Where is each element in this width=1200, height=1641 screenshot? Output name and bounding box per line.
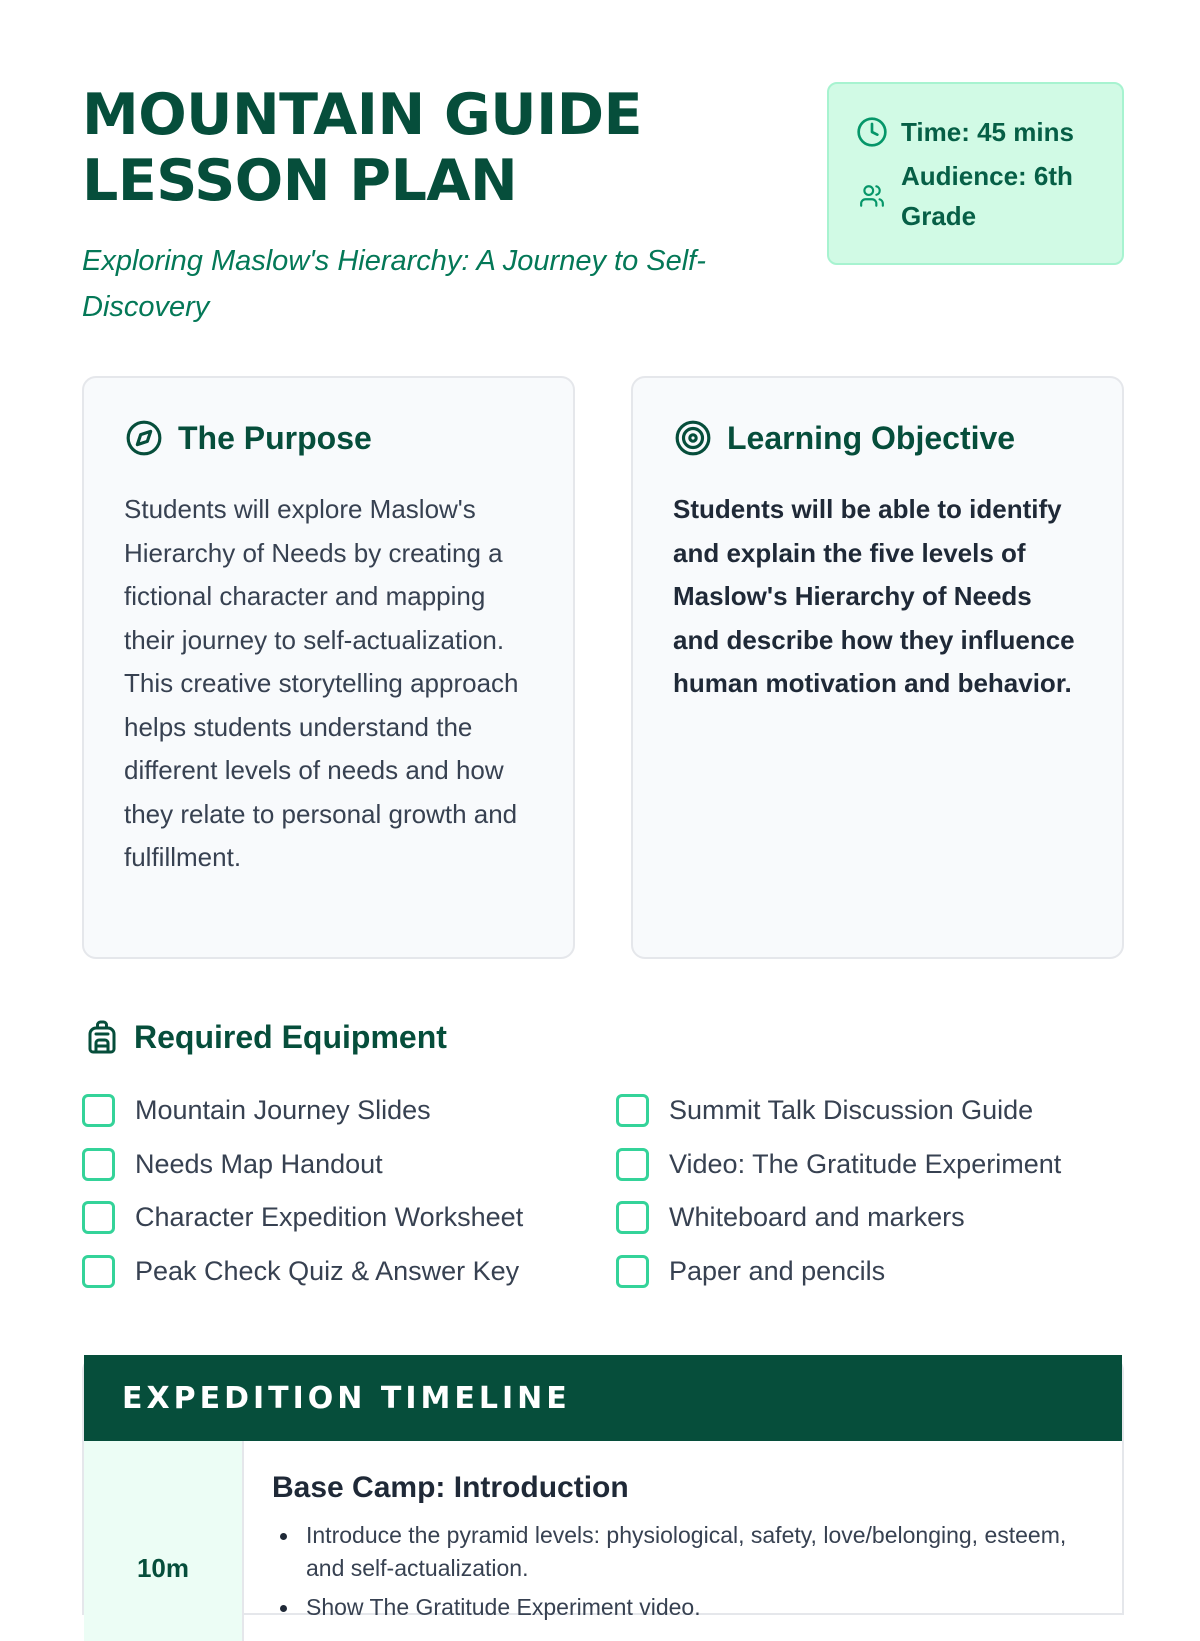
equipment-checkbox[interactable] [82, 1201, 115, 1234]
purpose-card [82, 376, 575, 959]
equipment-column-2 [616, 1084, 1061, 1298]
equipment-label: Whiteboard and markers [669, 1202, 965, 1233]
equipment-item [82, 1138, 523, 1192]
equipment-checkbox[interactable] [616, 1201, 649, 1234]
timeline-duration [84, 1441, 244, 1641]
equipment-header [82, 1012, 1124, 1062]
step-bullet: Introduce the pyramid levels: physiological, safety, love/belonging, esteem, and self-actualization. [272, 1519, 1102, 1585]
objective-heading: Learning Objective [727, 419, 1016, 456]
equipment-label: Paper and pencils [669, 1255, 886, 1286]
target-icon [673, 418, 713, 458]
timeline-content [272, 1471, 1102, 1630]
equipment-heading: Required Equipment [134, 1018, 447, 1055]
objective-header [673, 418, 1082, 458]
equipment-section [82, 1012, 1124, 1286]
objective-text: Students will be able to identify and explain the five levels of Maslow's Hierarchy of Needs and describe how they influence human motivation and behavior. [673, 494, 1075, 698]
equipment-column-1 [82, 1084, 523, 1298]
meta-audience-text: Audience: 6th Grade [901, 161, 1073, 231]
equipment-item [616, 1084, 1061, 1138]
purpose-text: Students will explore Maslow's Hierarchy of Needs by creating a fictional character and mapping their journey to self-actualization. This creative storytelling approach helps students understand the different levels of needs and how they relate to personal growth and fulfillment. [124, 494, 519, 872]
clock-icon [855, 112, 889, 152]
equipment-label: Mountain Journey Slides [135, 1095, 431, 1126]
step-bullet: Show The Gratitude Experiment video. [272, 1591, 1102, 1624]
expedition-timeline [82, 1355, 1124, 1620]
equipment-checkbox[interactable] [82, 1094, 115, 1127]
meta-time-text: Time: 45 mins [901, 117, 1074, 147]
equipment-label: Needs Map Handout [135, 1148, 383, 1179]
equipment-item [82, 1245, 523, 1299]
equipment-label: Peak Check Quiz & Answer Key [135, 1255, 520, 1286]
header [82, 82, 1124, 322]
equipment-checkbox[interactable] [616, 1148, 649, 1181]
equipment-item [82, 1084, 523, 1138]
timeline-step [84, 1441, 1122, 1641]
compass-icon [124, 418, 164, 458]
lesson-plan-page [82, 0, 1124, 1620]
equipment-item [82, 1191, 523, 1245]
equipment-item [616, 1191, 1061, 1245]
backpack-icon [82, 1015, 122, 1059]
purpose-header [124, 418, 533, 458]
duration-label: 10m [136, 1553, 190, 1583]
purpose-heading: The Purpose [178, 419, 372, 456]
page-subtitle: Exploring Maslow's Hierarchy: A Journey to Self-Discovery [82, 245, 706, 323]
objective-card [631, 376, 1124, 959]
equipment-checkbox[interactable] [82, 1148, 115, 1181]
equipment-checkbox[interactable] [616, 1255, 649, 1288]
equipment-item [616, 1245, 1061, 1299]
equipment-label: Summit Talk Discussion Guide [669, 1095, 1034, 1126]
timeline-header [84, 1355, 1122, 1441]
equipment-item [616, 1138, 1061, 1192]
page-title [82, 82, 802, 214]
equipment-checkbox[interactable] [616, 1094, 649, 1127]
equipment-label: Video: The Gratitude Experiment [669, 1148, 1062, 1179]
equipment-checkbox[interactable] [82, 1255, 115, 1288]
users-icon [855, 156, 889, 236]
title-line-1: MOUNTAIN GUIDE [82, 82, 643, 148]
meta-card [827, 82, 1124, 265]
step-title: Base Camp: Introduction [272, 1471, 629, 1504]
step-bullets [272, 1519, 1102, 1624]
equipment-label: Character Expedition Worksheet [135, 1202, 524, 1233]
title-line-2: LESSON PLAN [82, 148, 518, 214]
title-block [82, 82, 802, 330]
meta-audience [855, 156, 1096, 236]
timeline-heading: EXPEDITION TIMELINE [122, 1380, 571, 1416]
meta-time [855, 112, 1096, 152]
